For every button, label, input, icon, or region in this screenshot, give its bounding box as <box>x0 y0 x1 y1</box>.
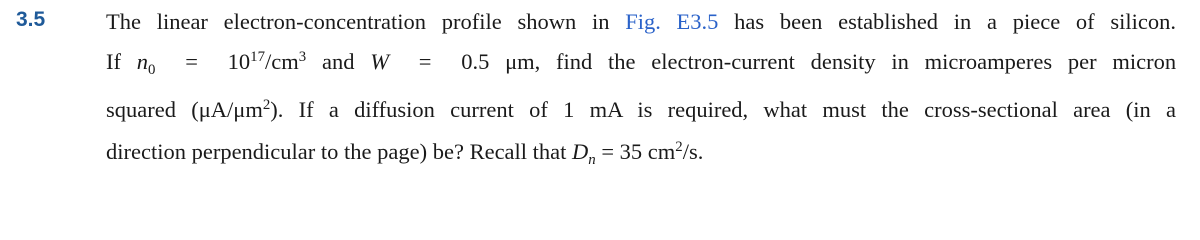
problem-text-line-1 <box>106 7 1176 37</box>
dn-subscript: n <box>588 152 596 169</box>
line3-text-b: ). If a diffusion current of 1 mA is required, what must the cross-sectional area (in a <box>270 97 1176 122</box>
n0-base: 10 <box>227 49 251 74</box>
equals-sign-1: = <box>185 49 198 74</box>
problem-number: 3.5 <box>16 8 46 31</box>
line3-text-a: squared (μA/μm <box>106 97 263 122</box>
w-value: 0.5 μm, find the electron-current density in microamperes per micron <box>461 49 1177 74</box>
w-symbol: W <box>370 49 389 74</box>
n0-symbol: n <box>136 49 149 74</box>
line1-text-a: The linear electron-concentration profile shown in <box>106 9 626 34</box>
line4-exponent: 2 <box>675 138 683 155</box>
line2-and: and <box>321 49 355 74</box>
line2-if: If <box>106 49 121 74</box>
line3-exponent: 2 <box>262 96 271 113</box>
n0-unit-exponent: 3 <box>298 48 307 65</box>
problem-text-line-4 <box>106 137 1176 167</box>
equals-sign-2: = <box>418 49 432 74</box>
figure-reference-link[interactable]: Fig. E3.5 <box>625 9 719 34</box>
line4-text-b: = 35 cm <box>595 139 676 164</box>
problem-text-line-2 <box>106 47 1176 77</box>
line4-text-a: direction perpendicular to the page) be? Recall that <box>106 139 573 164</box>
problem-text-line-3 <box>106 95 1176 125</box>
n0-unit: /cm <box>265 49 299 74</box>
line1-text-b: has been established in a piece of silicon. <box>718 9 1177 34</box>
line4-text-c: /s. <box>682 139 704 164</box>
n0-exponent: 17 <box>250 48 266 65</box>
dn-symbol: D <box>572 139 589 164</box>
n0-subscript: 0 <box>148 62 156 79</box>
